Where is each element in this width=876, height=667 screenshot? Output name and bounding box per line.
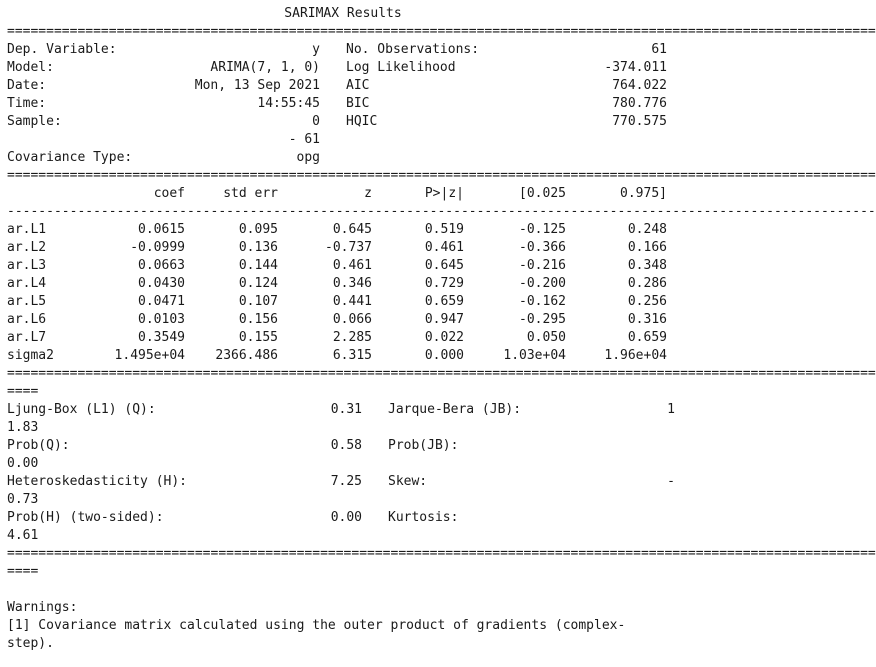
- hqic-value: 770.575: [612, 114, 667, 129]
- col-header-z: z: [364, 186, 372, 201]
- prob-q-label: Prob(Q):: [7, 438, 70, 453]
- warning-line: [1] Covariance matrix calculated using the outer product of gradients (complex-: [7, 618, 626, 633]
- double-rule: ===============================================================================================================: [7, 366, 876, 381]
- std-err-value: 0.124: [238, 276, 278, 291]
- p-value: 0.519: [424, 222, 464, 237]
- heteroskedasticity-wrap-value: 0.73: [7, 492, 39, 507]
- col-header-pvalue: P>|z|: [424, 186, 464, 201]
- coef-value: 0.0430: [138, 276, 185, 291]
- ci-lower-value: -0.125: [519, 222, 566, 237]
- kurtosis-label: Kurtosis:: [388, 510, 459, 525]
- model-value: ARIMA(7, 1, 0): [210, 60, 320, 75]
- date-label: Date:: [7, 78, 47, 93]
- skew-label: Skew:: [388, 474, 428, 489]
- heteroskedasticity-label: Heteroskedasticity (H):: [7, 474, 188, 489]
- z-value: 0.441: [332, 294, 372, 309]
- coef-value: 0.0103: [138, 312, 185, 327]
- aic-value: 764.022: [612, 78, 667, 93]
- short-rule: ====: [7, 384, 39, 399]
- z-value: 6.315: [332, 348, 372, 363]
- param-name: sigma2: [7, 348, 54, 363]
- std-err-value: 0.095: [238, 222, 278, 237]
- std-err-value: 0.136: [238, 240, 278, 255]
- p-value: 0.461: [424, 240, 464, 255]
- ci-upper-value: 0.348: [627, 258, 667, 273]
- bic-value: 780.776: [612, 96, 667, 111]
- param-name: ar.L2: [7, 240, 47, 255]
- coef-value: 0.0663: [138, 258, 185, 273]
- p-value: 0.947: [424, 312, 464, 327]
- sample-end-value: - 61: [288, 132, 320, 147]
- sample-label: Sample:: [7, 114, 62, 129]
- std-err-value: 2366.486: [215, 348, 278, 363]
- ljung-box-value: 0.31: [330, 402, 362, 417]
- ci-upper-value: 0.248: [627, 222, 667, 237]
- covariance-type-label: Covariance Type:: [7, 150, 133, 165]
- aic-label: AIC: [346, 78, 370, 93]
- dep-variable-value: y: [312, 42, 320, 57]
- ci-lower-value: -0.295: [519, 312, 566, 327]
- param-name: ar.L4: [7, 276, 47, 291]
- prob-jb-label: Prob(JB):: [388, 438, 459, 453]
- param-name: ar.L7: [7, 330, 47, 345]
- ci-lower-value: -0.200: [519, 276, 566, 291]
- double-rule: ===============================================================================================================: [7, 168, 876, 183]
- z-value: 0.645: [332, 222, 372, 237]
- coef-value: 0.3549: [138, 330, 185, 345]
- p-value: 0.645: [424, 258, 464, 273]
- jarque-bera-label: Jarque-Bera (JB):: [388, 402, 522, 417]
- nobs-label: No. Observations:: [346, 42, 480, 57]
- ci-upper-value: 0.166: [627, 240, 667, 255]
- param-name: ar.L6: [7, 312, 47, 327]
- ci-upper-value: 0.316: [627, 312, 667, 327]
- z-value: 0.346: [332, 276, 372, 291]
- skew-value: -: [667, 474, 675, 489]
- std-err-value: 0.155: [238, 330, 278, 345]
- time-value: 14:55:45: [257, 96, 320, 111]
- date-value: Mon, 13 Sep 2021: [194, 78, 320, 93]
- short-rule: ====: [7, 564, 39, 579]
- coef-value: 0.0615: [138, 222, 185, 237]
- prob-h-label: Prob(H) (two-sided):: [7, 510, 164, 525]
- covariance-type-value: opg: [296, 150, 320, 165]
- col-header-ci-upper: 0.975]: [620, 186, 667, 201]
- ci-lower-value: -0.216: [519, 258, 566, 273]
- col-header-ci-lower: [0.025: [519, 186, 566, 201]
- z-value: 0.461: [332, 258, 372, 273]
- prob-h-value: 0.00: [330, 510, 362, 525]
- ci-upper-value: 0.256: [627, 294, 667, 309]
- ci-lower-value: -0.366: [519, 240, 566, 255]
- ljung-box-label: Ljung-Box (L1) (Q):: [7, 402, 156, 417]
- warning-line: step).: [7, 636, 54, 651]
- results-title: SARIMAX Results: [284, 6, 402, 21]
- z-value: -0.737: [325, 240, 372, 255]
- param-name: ar.L3: [7, 258, 47, 273]
- single-rule: ---------------------------------------------------------------------------------------------------------------: [7, 204, 876, 219]
- z-value: 2.285: [332, 330, 372, 345]
- coef-value: -0.0999: [130, 240, 185, 255]
- warnings-heading: Warnings:: [7, 600, 78, 615]
- param-name: ar.L5: [7, 294, 47, 309]
- z-value: 0.066: [332, 312, 372, 327]
- dep-variable-label: Dep. Variable:: [7, 42, 117, 57]
- ljung-box-wrap-value: 1.83: [7, 420, 39, 435]
- p-value: 0.022: [424, 330, 464, 345]
- prob-h-wrap-value: 4.61: [7, 528, 39, 543]
- jarque-bera-value: 1: [667, 402, 675, 417]
- param-name: ar.L1: [7, 222, 47, 237]
- p-value: 0.729: [424, 276, 464, 291]
- log-likelihood-value: -374.011: [604, 60, 667, 75]
- nobs-value: 61: [651, 42, 667, 57]
- prob-q-wrap-value: 0.00: [7, 456, 39, 471]
- p-value: 0.000: [424, 348, 464, 363]
- std-err-value: 0.107: [238, 294, 278, 309]
- coef-value: 1.495e+04: [114, 348, 185, 363]
- hqic-label: HQIC: [346, 114, 378, 129]
- std-err-value: 0.156: [238, 312, 278, 327]
- double-rule: ===============================================================================================================: [7, 24, 876, 39]
- p-value: 0.659: [424, 294, 464, 309]
- ci-upper-value: 1.96e+04: [604, 348, 667, 363]
- log-likelihood-label: Log Likelihood: [346, 60, 456, 75]
- time-label: Time:: [7, 96, 47, 111]
- ci-lower-value: 1.03e+04: [503, 348, 566, 363]
- col-header-coef: coef: [153, 186, 185, 201]
- coef-value: 0.0471: [138, 294, 185, 309]
- double-rule: ===============================================================================================================: [7, 546, 876, 561]
- col-header-std-err: std err: [223, 186, 278, 201]
- ci-lower-value: 0.050: [526, 330, 566, 345]
- ci-lower-value: -0.162: [519, 294, 566, 309]
- prob-q-value: 0.58: [330, 438, 362, 453]
- ci-upper-value: 0.659: [627, 330, 667, 345]
- ci-upper-value: 0.286: [627, 276, 667, 291]
- sample-start-value: 0: [312, 114, 320, 129]
- heteroskedasticity-value: 7.25: [330, 474, 362, 489]
- model-label: Model:: [7, 60, 54, 75]
- std-err-value: 0.144: [238, 258, 278, 273]
- bic-label: BIC: [346, 96, 370, 111]
